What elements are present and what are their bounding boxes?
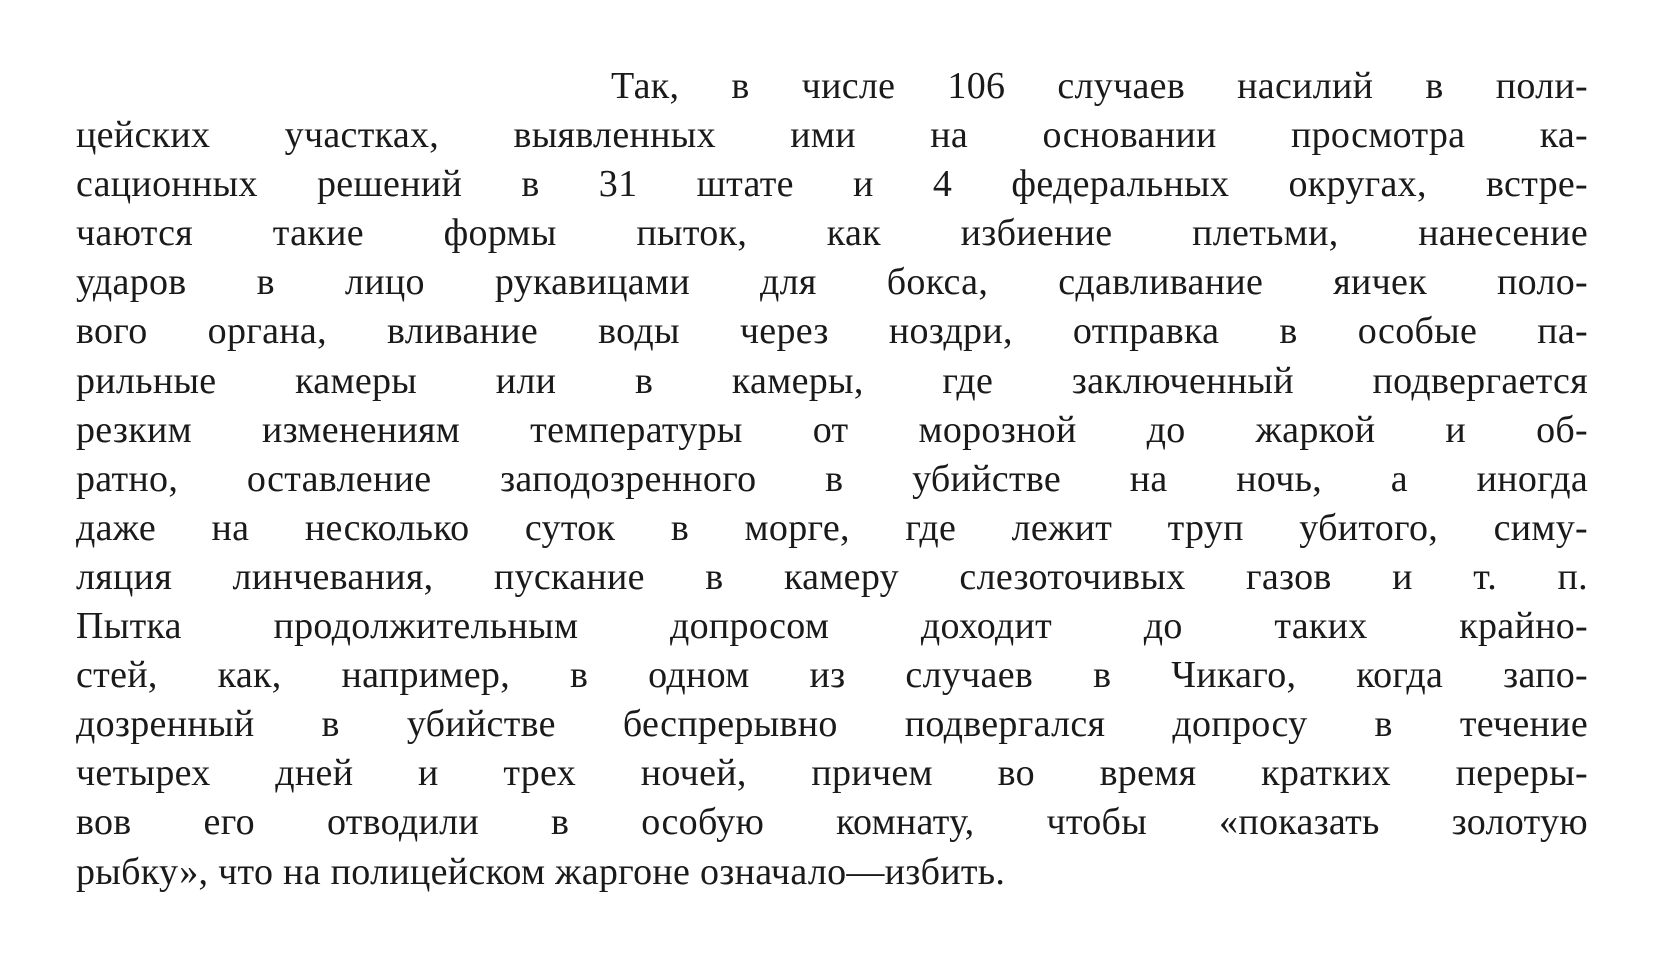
text-line: чаются такие формы пыток, как избиение плетьми, нанесение (76, 212, 1588, 255)
body-paragraph (76, 62, 1588, 897)
text-line: дозренный в убийстве беспрерывно подвергался допросу в течение (76, 703, 1588, 746)
text-line: резким изменениям температуры от морозной до жаркой и об- (76, 408, 1588, 451)
text-line: вов его отводили в особую комнату, чтобы «показать золотую (76, 801, 1588, 844)
text-line: ляция линчевания, пускание в камеру слезоточивых газов и т. п. (76, 555, 1588, 598)
text-line: цейских участках, выявленных ими на основании просмотра ка- (76, 114, 1588, 157)
text-line: вого органа, вливание воды через ноздри, отправка в особые па- (76, 310, 1588, 353)
text-line: ударов в лицо рукавицами для бокса, сдавливание яичек поло- (76, 261, 1588, 304)
text-line: рильные камеры или в камеры, где заключенный подвергается (76, 359, 1588, 402)
text-line: рыбку», что на полицейском жаргоне означало—избить. (76, 850, 1006, 893)
text-line: четырех дней и трех ночей, причем во время кратких переры- (76, 752, 1588, 795)
text-line: даже на несколько суток в морге, где лежит труп убитого, симу- (76, 506, 1588, 549)
text-line: стей, как, например, в одном из случаев в Чикаго, когда запо- (76, 654, 1588, 697)
text-line: Пытка продолжительным допросом доходит до таких крайно- (76, 605, 1588, 648)
text-line: ратно, оставление заподозренного в убийстве на ночь, а иногда (76, 457, 1588, 500)
text-line: Так, в числе 106 случаев насилий в поли- (611, 65, 1588, 107)
text-line: сационных решений в 31 штате и 4 федеральных округах, встре- (76, 163, 1588, 206)
